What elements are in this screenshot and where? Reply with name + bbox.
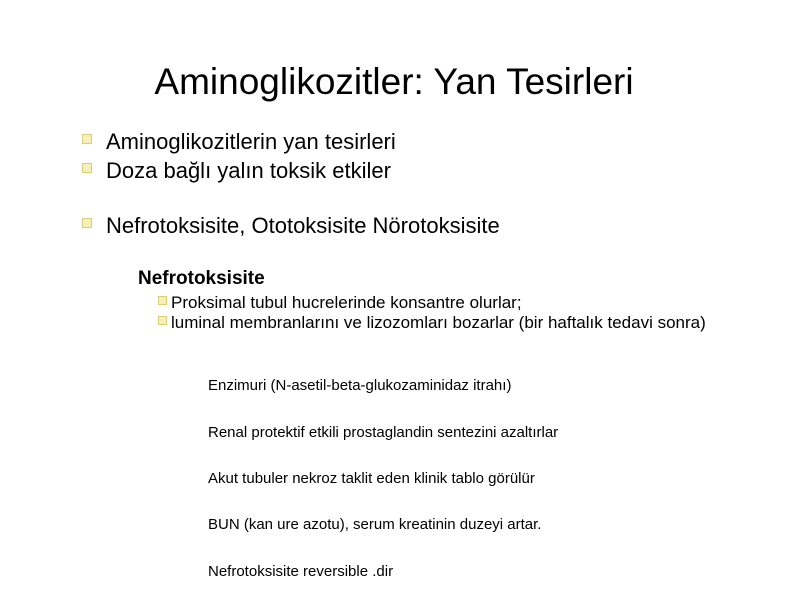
bullet-text: Doza bağlı yalın toksik etkiler (106, 158, 391, 183)
sub-list-item (158, 313, 758, 332)
sub-list-text: Proksimal tubul hucrelerinde konsantre olurlar; (171, 293, 522, 312)
bullet-item (82, 127, 396, 157)
square-bullet-icon (82, 218, 92, 228)
square-bullet-icon (82, 134, 92, 144)
sub-list-text: luminal membranlarını ve lizozomları bozarlar (bir haftalık tedavi sonra) (171, 313, 706, 332)
bullet-text: Nefrotoksisite, Ototoksisite Nörotoksisite (106, 213, 500, 238)
bullet-text: Aminoglikozitlerin yan tesirleri (106, 129, 396, 154)
detail-line: Enzimuri (N-asetil-beta-glukozaminidaz itrahı) (208, 377, 512, 394)
slide-title: Aminoglikozitler: Yan Tesirleri (154, 61, 634, 102)
detail-line: BUN (kan ure azotu), serum kreatinin duzeyi artar. (208, 516, 542, 533)
detail-line: Akut tubuler nekroz taklit eden klinik tablo görülür (208, 470, 535, 487)
detail-line: Renal protektif etkili prostaglandin sentezini azaltırlar (208, 424, 559, 441)
sub-list-item (158, 293, 758, 312)
bullet-item (82, 211, 500, 241)
detail-line: Nefrotoksisite reversible .dir (208, 563, 394, 580)
square-bullet-icon (158, 296, 167, 305)
square-bullet-icon (82, 163, 92, 173)
section-heading: Nefrotoksisite (138, 268, 265, 289)
bullet-item (82, 156, 391, 186)
square-bullet-icon (158, 316, 167, 325)
